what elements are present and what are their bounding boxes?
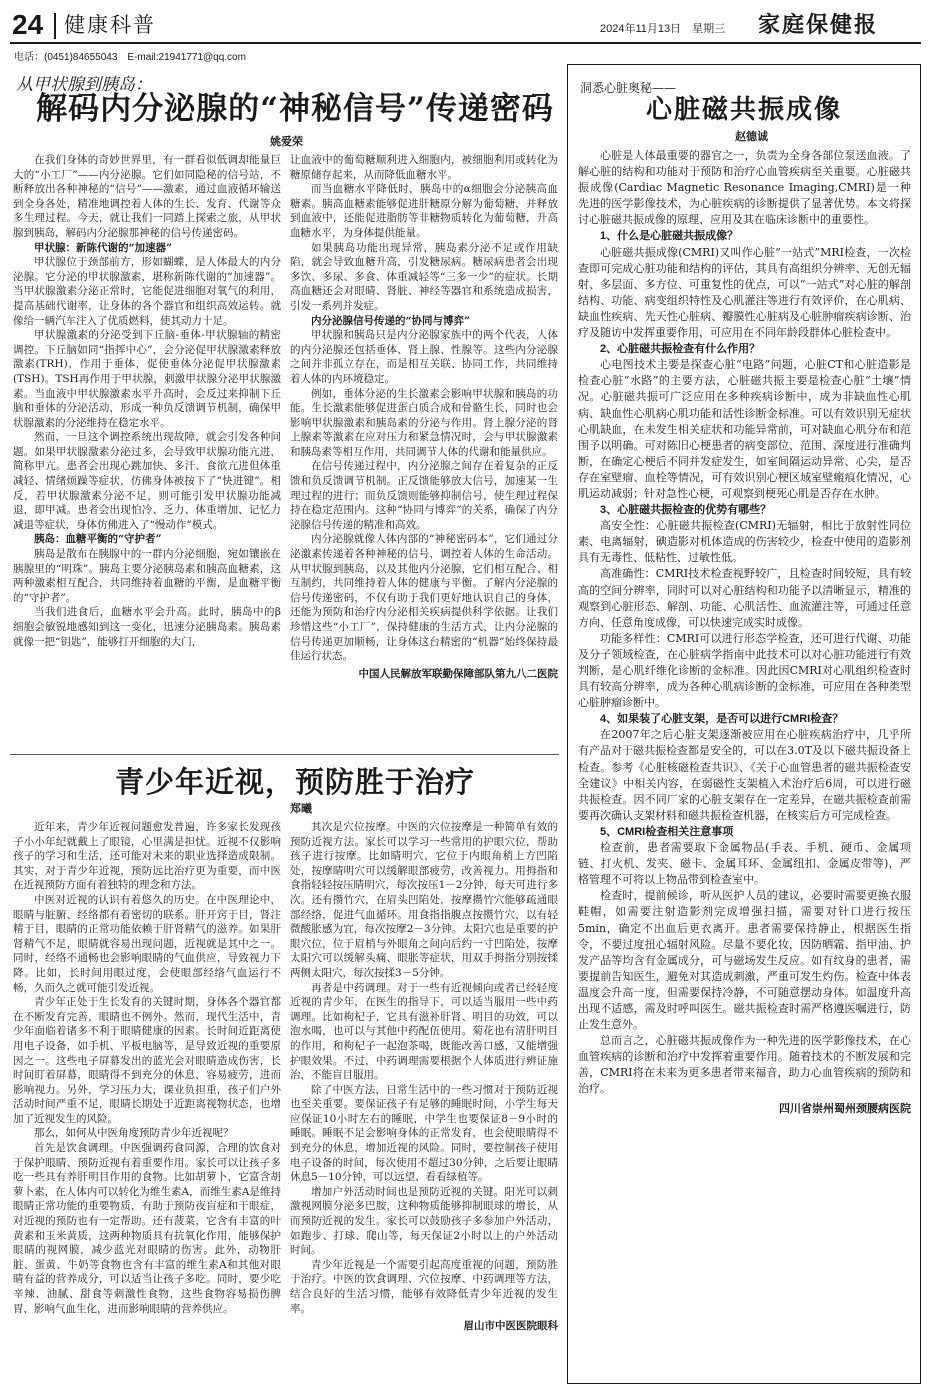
- article-divider: [10, 754, 559, 755]
- paragraph: 检查前，患者需要取下金属物品(手表、手机、硬币、金属项链、打火机、发夹、磁卡、金属耳环、金属纽扣、金属皮带等)，严格管理不可将以上物品带到检查室中。: [578, 841, 911, 887]
- paragraph: 首先是饮食调理。中医强调药食同源，合理的饮食对于保护眼睛、预防近视有着重要作用。家长可以让孩子多吃一些具有养肝明目作用的食物。比如胡萝卜，它富含胡萝卜素，在人体内可以转化为维生素A，而维生素A是维持眼睛正常功能的重要物质，有助于预防夜盲症和干眼症，对近视的预防也有一定帮助。还有菠菜，它含有丰富的叶黄素和玉米黄质，这两种物质具有抗氧化作用，能够保护眼睛的视网膜，减少蓝光对眼睛的伤害。此外，动物肝脏、蛋黄、牛奶等食物也含有丰富的维生素A和其他对眼睛有益的营养成分，可以适当让孩子多吃。同时，要少吃辛辣、油腻、甜食等刺激性食物，这些食物容易损伤脾胃，影响气血生化，进而影响眼睛的营养供应。: [13, 1142, 281, 1315]
- paragraph: 再者是中药调理。对于一些有近视倾向或者已经轻度近视的青少年，在医生的指导下，可以适当服用一些中药调理。比如枸杞子，它具有滋补肝肾、明目的功效，可以泡水喝，也可以与其他中药配伍使用。菊花也有清肝明目的作用，和枸杞子一起泡茶喝，既能改善口感，又能增强护眼效果。不过，中药调理需要根据个人体质进行辨证施治，不能盲目服用。: [290, 981, 558, 1082]
- paragraph: 心脏磁共振成像(CMRI)又叫作心脏“一站式”MRI检查，一次检查即可完成心脏功能和结构的评估，其具有高组织分辨率、无创无辐射、多层面、多方位、可重复性的优点，可以“一站式”对心脏的解剖结构、功能、病变组织特性及心肌灌注等进行有效评价，在心肌病、缺血性疾病、先天性心脏病、瓣膜性心脏病及心脏肿瘤疾病诊断、治疗及随访中发挥重要作用，可应用在不同年龄段群体心脏检查中。: [578, 245, 911, 340]
- article3-title: 心脏磁共振成像: [645, 95, 842, 125]
- paragraph: 如果胰岛功能出现异常，胰岛素分泌不足或作用缺陷，就会导致血糖升高，引发糖尿病。糖尿病患者会出现多饮、多尿、多食、体重减轻等“三多一少”的症状。长期高血糖还会对眼睛、肾脏、神经等器官和系统造成损害，引发一系列并发症。: [290, 241, 558, 312]
- article2-column-1: [13, 820, 281, 1382]
- article3-body: [578, 148, 911, 1374]
- subheading: 2、心脏磁共振检查有什么作用？: [600, 343, 761, 356]
- paragraph: 青少年正处于生长发育的关键时期，身体各个器官都在不断发育完善，眼睛也不例外。然而，现代生活中，青少年面临着诸多不利于眼睛健康的因素。长时间近距离使用电子设备，如手机、平板电脑等，是导致近视的重要原因之一。这些电子屏幕发出的蓝光会对眼睛造成伤害，长时间盯着屏幕，眼睛得不到充分的休息，容易疲劳，进而影响视力。另外，学习压力大，课业负担重，孩子们户外活动时间严重不足，眼睛长期处于近距离视物状态，也增加了近视发生的风险。: [13, 996, 281, 1125]
- paragraph: 功能多样性：CMRI可以进行形态学检查，还可进行代谢、功能及分子领域检查，在心脏病学指南中此技术可以对心脏功能进行有效判断，是心肌纤维化诊断的金标准。因此因CMRI对心肌组织检查时具有较高分辨率，成为各种心肌病诊断的金标准，可应用在各种类型心脏肿瘤诊断中。: [578, 631, 911, 710]
- paragraph: 胰岛是散布在胰腺中的一群内分泌细胞，宛如镶嵌在胰腺里的“明珠”。胰岛主要分泌胰岛素和胰高血糖素，这两种激素相互配合，共同维持着血糖的平衡，是血糖平衡的“守护者”。: [13, 548, 281, 604]
- article2-author: 郑曦: [290, 802, 312, 815]
- subheading: 5、CMRI检查相关注意事项: [600, 825, 734, 838]
- masthead-divider: [54, 13, 56, 39]
- subheading: 内分泌腺信号传递的“协同与博弈”: [311, 314, 471, 327]
- paragraph: 心脏是人体最重要的器官之一，负责为全身各部位泵送血液。了解心脏的结构和功能对于预防和治疗心血管疾病至关重要。心脏磁共振成像(Cardiac Magnetic Resonance Imaging,CMRI)是一种先进的医学影像技术，为心脏疾病的诊断提供了显著优势。本文将探讨心脏磁共振成像的原理、应用及其在临床诊断中的重要性。: [578, 149, 911, 227]
- subheading: 甲状腺：新陈代谢的“加速器”: [34, 241, 173, 254]
- article3-kicker: 洞悉心脏奥秘——: [580, 81, 677, 95]
- contact-line: 电话：(0451)84655043 E-mail:21941771@qq.com: [14, 52, 246, 63]
- source-credit: 中国人民解放军联勤保障部队第九八二医院: [358, 667, 558, 680]
- article2-column-2: [290, 820, 558, 1382]
- page-number: 24: [12, 9, 44, 40]
- paragraph: 当我们进食后，血糖水平会升高。此时，胰岛中的β细胞会敏锐地感知到这一变化，迅速分泌胰岛素。胰岛素就像一把“钥匙”，能够打开细胞的大门，: [13, 606, 281, 648]
- subheading: 胰岛：血糖平衡的“守护者”: [34, 533, 162, 546]
- paragraph: 高准确性：CMRI技术检查视野较广，且检查时间较短，具有较高的空间分辨率，同时可以对心脏结构和功能予以清晰显示，精准的观察到心脏形态、解剖、功能、心肌活性、血流灌注等，可通过任意方向、任意角度成像，可以快速完成实时成像。: [578, 567, 911, 629]
- paragraph: 在2007年之后心脏支架逐渐被应用在心脏疾病治疗中，几乎所有产品对于磁共振检查都是安全的，可以在3.0T及以下磁共振设备上检查。参考《心脏核磁检查共识》、《关于心血管患者的磁共振检查安全建议》中相关内容，在弱磁性支架植入术治疗后6周，可以进行磁共振检查。因不同厂家的心脏支架存在一定差异，在磁共振检查前需要再次确认支架材料和磁共振检查机器，在核实后方可完成检查。: [578, 728, 911, 822]
- paragraph: 甲状腺和胰岛只是内分泌腺家族中的两个代表，人体的内分泌腺还包括垂体、肾上腺、性腺等。这些内分泌腺之间并非孤立存在，而是相互关联、协同工作，共同维持着人体的内环境稳定。: [290, 329, 558, 385]
- paragraph: 青少年近视是一个需要引起高度重视的问题，预防胜于治疗。中医的饮食调理、穴位按摩、中药调理等方法，结合良好的生活习惯，能够有效降低青少年近视的发生率。: [290, 1258, 558, 1315]
- subheading: 1、什么是心脏磁共振成像？: [600, 230, 739, 243]
- article1-column-1: [13, 153, 281, 748]
- section-name: 健康科普: [64, 13, 156, 37]
- paragraph: 心电图技术主要是探查心脏“电路”问题，心脏CT和心脏造影是检查心脏“水路”的主要方法，心脏磁共振主要是检查心脏“土壤”情况。心脏磁共振可广泛应用在多种疾病诊断中，成为非缺血性心肌病、缺血性心肌病心肌功能和活性诊断金标准。可以有效识别无症状心肌缺血，在未发生相关症状和功能异常前，可对缺血心肌分布和范围予以明确。可对陈旧心梗患者的病变部位、范围、深度进行准确判断，在确定心梗后不同并发症发生，如室间隔运动异常、心尖，是否存在室壁瘤、血栓等情况，可有效识别心梗区域室壁瘢痕化情况，心肌运动减弱；针对急性心梗，可观察到梗死心肌是否存在水肿。: [578, 358, 911, 500]
- paragraph: 内分泌腺就像人体内部的“神秘密码本”，它们通过分泌激素传递着各种神秘的信号，调控着人体的生命活动。从甲状腺到胰岛，以及其他内分泌腺，它们相互配合、相互制约，共同维持着人体的健康与平衡。了解内分泌腺的信号传递密码，不仅有助于我们更好地认识自己的身体，还能为预防和治疗内分泌相关疾病提供科学依据。让我们珍惜这些“小工厂”，保持健康的生活方式，让内分泌腺的信号传递更加顺畅，让身体这台精密的“机器”始终保持最佳运行状态。: [290, 533, 558, 663]
- paragraph: 甲状腺激素的分泌受到下丘脑-垂体-甲状腺轴的精密调控。下丘脑如同“指挥中心”，会分泌促甲状腺激素释放激素(TRH)，作用于垂体，促使垂体分泌促甲状腺激素(TSH)。TSH再作用于甲状腺，刺激甲状腺分泌甲状腺激素。当血液中甲状腺激素水平升高时，会反过来抑制下丘脑和垂体的分泌活动，形成一种负反馈调节机制，确保甲状腺激素的分泌维持在稳定水平。: [13, 329, 281, 429]
- paragraph: 而当血糖水平降低时，胰岛中的α细胞会分泌胰高血糖素。胰高血糖素能够促进肝糖原分解为葡萄糖，并释放到血液中，还能促进脂肪等非糖物质转化为葡萄糖，升高血糖水平，为身体提供能量。: [290, 183, 558, 239]
- newspaper-name: 家庭保健报: [758, 12, 879, 38]
- paragraph: 然而，一旦这个调控系统出现故障，就会引发各种问题。如果甲状腺激素分泌过多，会导致甲状腺功能亢进，简称甲亢。患者会出现心跳加快、多汗、食欲亢进但体重减轻、情绪烦躁等症状，仿佛身体被按下了“快进键”。相反，若甲状腺激素分泌不足，则可能引发甲状腺功能减退，即甲减。患者会出现怕冷、乏力、体重增加、记忆力减退等症状，身体仿佛进入了“慢动作”模式。: [13, 431, 281, 531]
- paragraph: 甲状腺位于颈部前方，形如蝴蝶，是人体最大的内分泌腺。它分泌的甲状腺激素，堪称新陈代谢的“加速器”。当甲状腺激素分泌正常时，它能促进细胞对氧气的利用，提高基础代谢率，让身体的各个器官和组织高效运转。就像给一辆汽车注入了优质燃料，使其动力十足。: [13, 256, 281, 327]
- paragraph: 让血液中的葡萄糖顺利进入细胞内，被细胞利用或转化为糖原储存起来，从而降低血糖水平。: [290, 154, 558, 181]
- article2-title: 青少年近视，预防胜于治疗: [114, 765, 475, 799]
- paragraph: 增加户外活动时间也是预防近视的关键。阳光可以刺激视网膜分泌多巴胺，这种物质能够抑制眼球的增长，从而预防近视的发生。家长可以鼓励孩子多参加户外活动，如跑步、打球、爬山等，每天保证2小时以上的户外活动时间。: [290, 1185, 558, 1257]
- source-credit: 四川省崇州蜀州颈腰病医院: [779, 1101, 911, 1115]
- issue-date: 2024年11月13日 星期三: [600, 23, 726, 35]
- paragraph: 总而言之，心脏磁共振成像作为一种先进的医学影像技术，在心血管疾病的诊断和治疗中发挥着重要作用。随着技术的不断发展和完善，CMRI将在未来为更多患者带来福音，助力心血管疾病的预防和治疗。: [578, 1034, 911, 1096]
- article1-author: 姚爱荣: [270, 135, 303, 148]
- article1-kicker: 从甲状腺到胰岛：: [16, 75, 152, 95]
- source-credit: 眉山市中医医院眼科: [463, 1320, 558, 1333]
- paragraph: 在我们身体的奇妙世界里，有一群看似低调却能量巨大的“小工厂”——内分泌腺。它们如同隐秘的信号站，不断释放出各种神秘的“信号”——激素，通过血液循环输送到全身各处，精准地调控着人体的生长、发育、代谢等众多生理过程。今天，就让我们一同踏上探索之旅，从甲状腺到胰岛，解码内分泌腺那神秘的信号传递密码。: [13, 154, 281, 239]
- subheading: 4、如果装了心脏支架，是否可以进行CMRI检查？: [600, 713, 844, 726]
- paragraph: 例如，垂体分泌的生长激素会影响甲状腺和胰岛的功能。生长激素能够促进蛋白质合成和骨骼生长，同时也会影响甲状腺激素和胰岛素的分泌与作用。肾上腺分泌的肾上腺素等激素在应对压力和紧急情况时，会与甲状腺激素和胰岛素等相互作用，共同调节人体的代谢和能量供应。: [290, 387, 558, 458]
- paragraph: 在信号传递过程中，内分泌腺之间存在着复杂的正反馈和负反馈调节机制。正反馈能够放大信号，加速某一生理过程的进行；而负反馈则能够抑制信号，使生理过程保持在稳定范围内。这种“协同与博弈”的关系，确保了内分泌腺信号传递的精准和高效。: [290, 460, 558, 531]
- header-rule: [10, 42, 921, 44]
- article1-column-2: [290, 153, 558, 748]
- paragraph: 高安全性：心脏磁共振检查(CMRI)无辐射，相比于放射性同位素、电离辐射，碘造影对机体造成的伤害较少，检查中使用的造影剂具有无毒性、低粘性、过敏性低。: [578, 519, 911, 565]
- masthead: [0, 0, 931, 46]
- paragraph: 那么，如何从中医角度预防青少年近视呢？: [34, 1127, 234, 1140]
- paragraph: 近年来，青少年近视问题愈发普遍，许多家长发现孩子小小年纪就戴上了眼镜，心里满是担忧。近视不仅影响孩子的学习和生活，还可能对未来的职业选择造成限制。其实，对于青少年近视，预防远比治疗更为重要，而中医在近视预防方面有着独特的理念和方法。: [13, 821, 281, 892]
- paragraph: 中医对近视的认识有着悠久的历史。在中医理论中，眼睛与脏腑、经络都有着密切的联系。肝开窍于目，肾注精于目，眼睛的正常功能依赖于肝肾精气的滋养。如果肝肾精气不足，眼睛就容易出现问题，近视就是其中之一。同时，经络不通畅也会影响眼睛的气血供应，导致视力下降。比如，长时间用眼过度，会使眼部经络气血运行不畅，久而久之就可能引发近视。: [13, 893, 281, 994]
- paragraph: 其次是穴位按摩。中医的穴位按摩是一种简单有效的预防近视方法。家长可以学习一些常用的护眼穴位，帮助孩子进行按摩。比如睛明穴，它位于内眼角稍上方凹陷处，按摩睛明穴可以缓解眼部疲劳，改善视力。用拇指和食指轻轻按压睛明穴，每次按压1－2分钟，每天可进行多次。还有攒竹穴，在眉头凹陷处，按摩攒竹穴能够疏通眼部经络，促进气血循环。用食指指腹点按攒竹穴，以有轻微酸胀感为宜，每次按摩2－3分钟。太阳穴也是重要的护眼穴位，位于眉梢与外眼角之间向后约一寸凹陷处，按摩太阳穴可以缓解头痛、眼胀等症状，用双手拇指分别按揉两侧太阳穴，每次按揉3－5分钟。: [290, 821, 558, 979]
- subheading: 3、心脏磁共振检查的优势有哪些？: [600, 504, 772, 517]
- article1-title: 解码内分泌腺的“神秘信号”传递密码: [36, 91, 554, 127]
- paragraph: 检查时，提前候诊，听从医护人员的建议，必要时需要更换衣服鞋帽，如需要注射造影剂完成增强扫描，需要对针口进行按压5min，确定不出血后更衣离开。患者需要保持静止，根据医生指令，不要过度扭心辐射风险。尽量不要化妆，因防晒霜、指甲油、护发产品等均含有金属成分，可与磁场发生反应。如有纹身的患者，需要提前告知医生，避免对其造成刺激，严重可发生灼伤。检查中体表温度会升高一度，但需要保持冷静，不可随意摆动身体。如温度升高出现不适感，需及时呼叫医生。磁共振检查时需严格遵医嘱进行，防止发生意外。: [578, 889, 911, 1032]
- article3-author: 赵德诚: [735, 130, 768, 143]
- paragraph: 除了中医方法，日常生活中的一些习惯对于预防近视也至关重要。要保证孩子有足够的睡眠时间，小学生每天应保证10小时左右的睡眠，中学生也要保证8－9小时的睡眠。睡眠不足会影响身体的正常发育，也会使眼睛得不到充分的休息，增加近视的风险。同时，要控制孩子使用电子设备的时间，每次使用不超过30分钟，之后要让眼睛休息5－10分钟，可以远望、看看绿植等。: [290, 1083, 558, 1184]
